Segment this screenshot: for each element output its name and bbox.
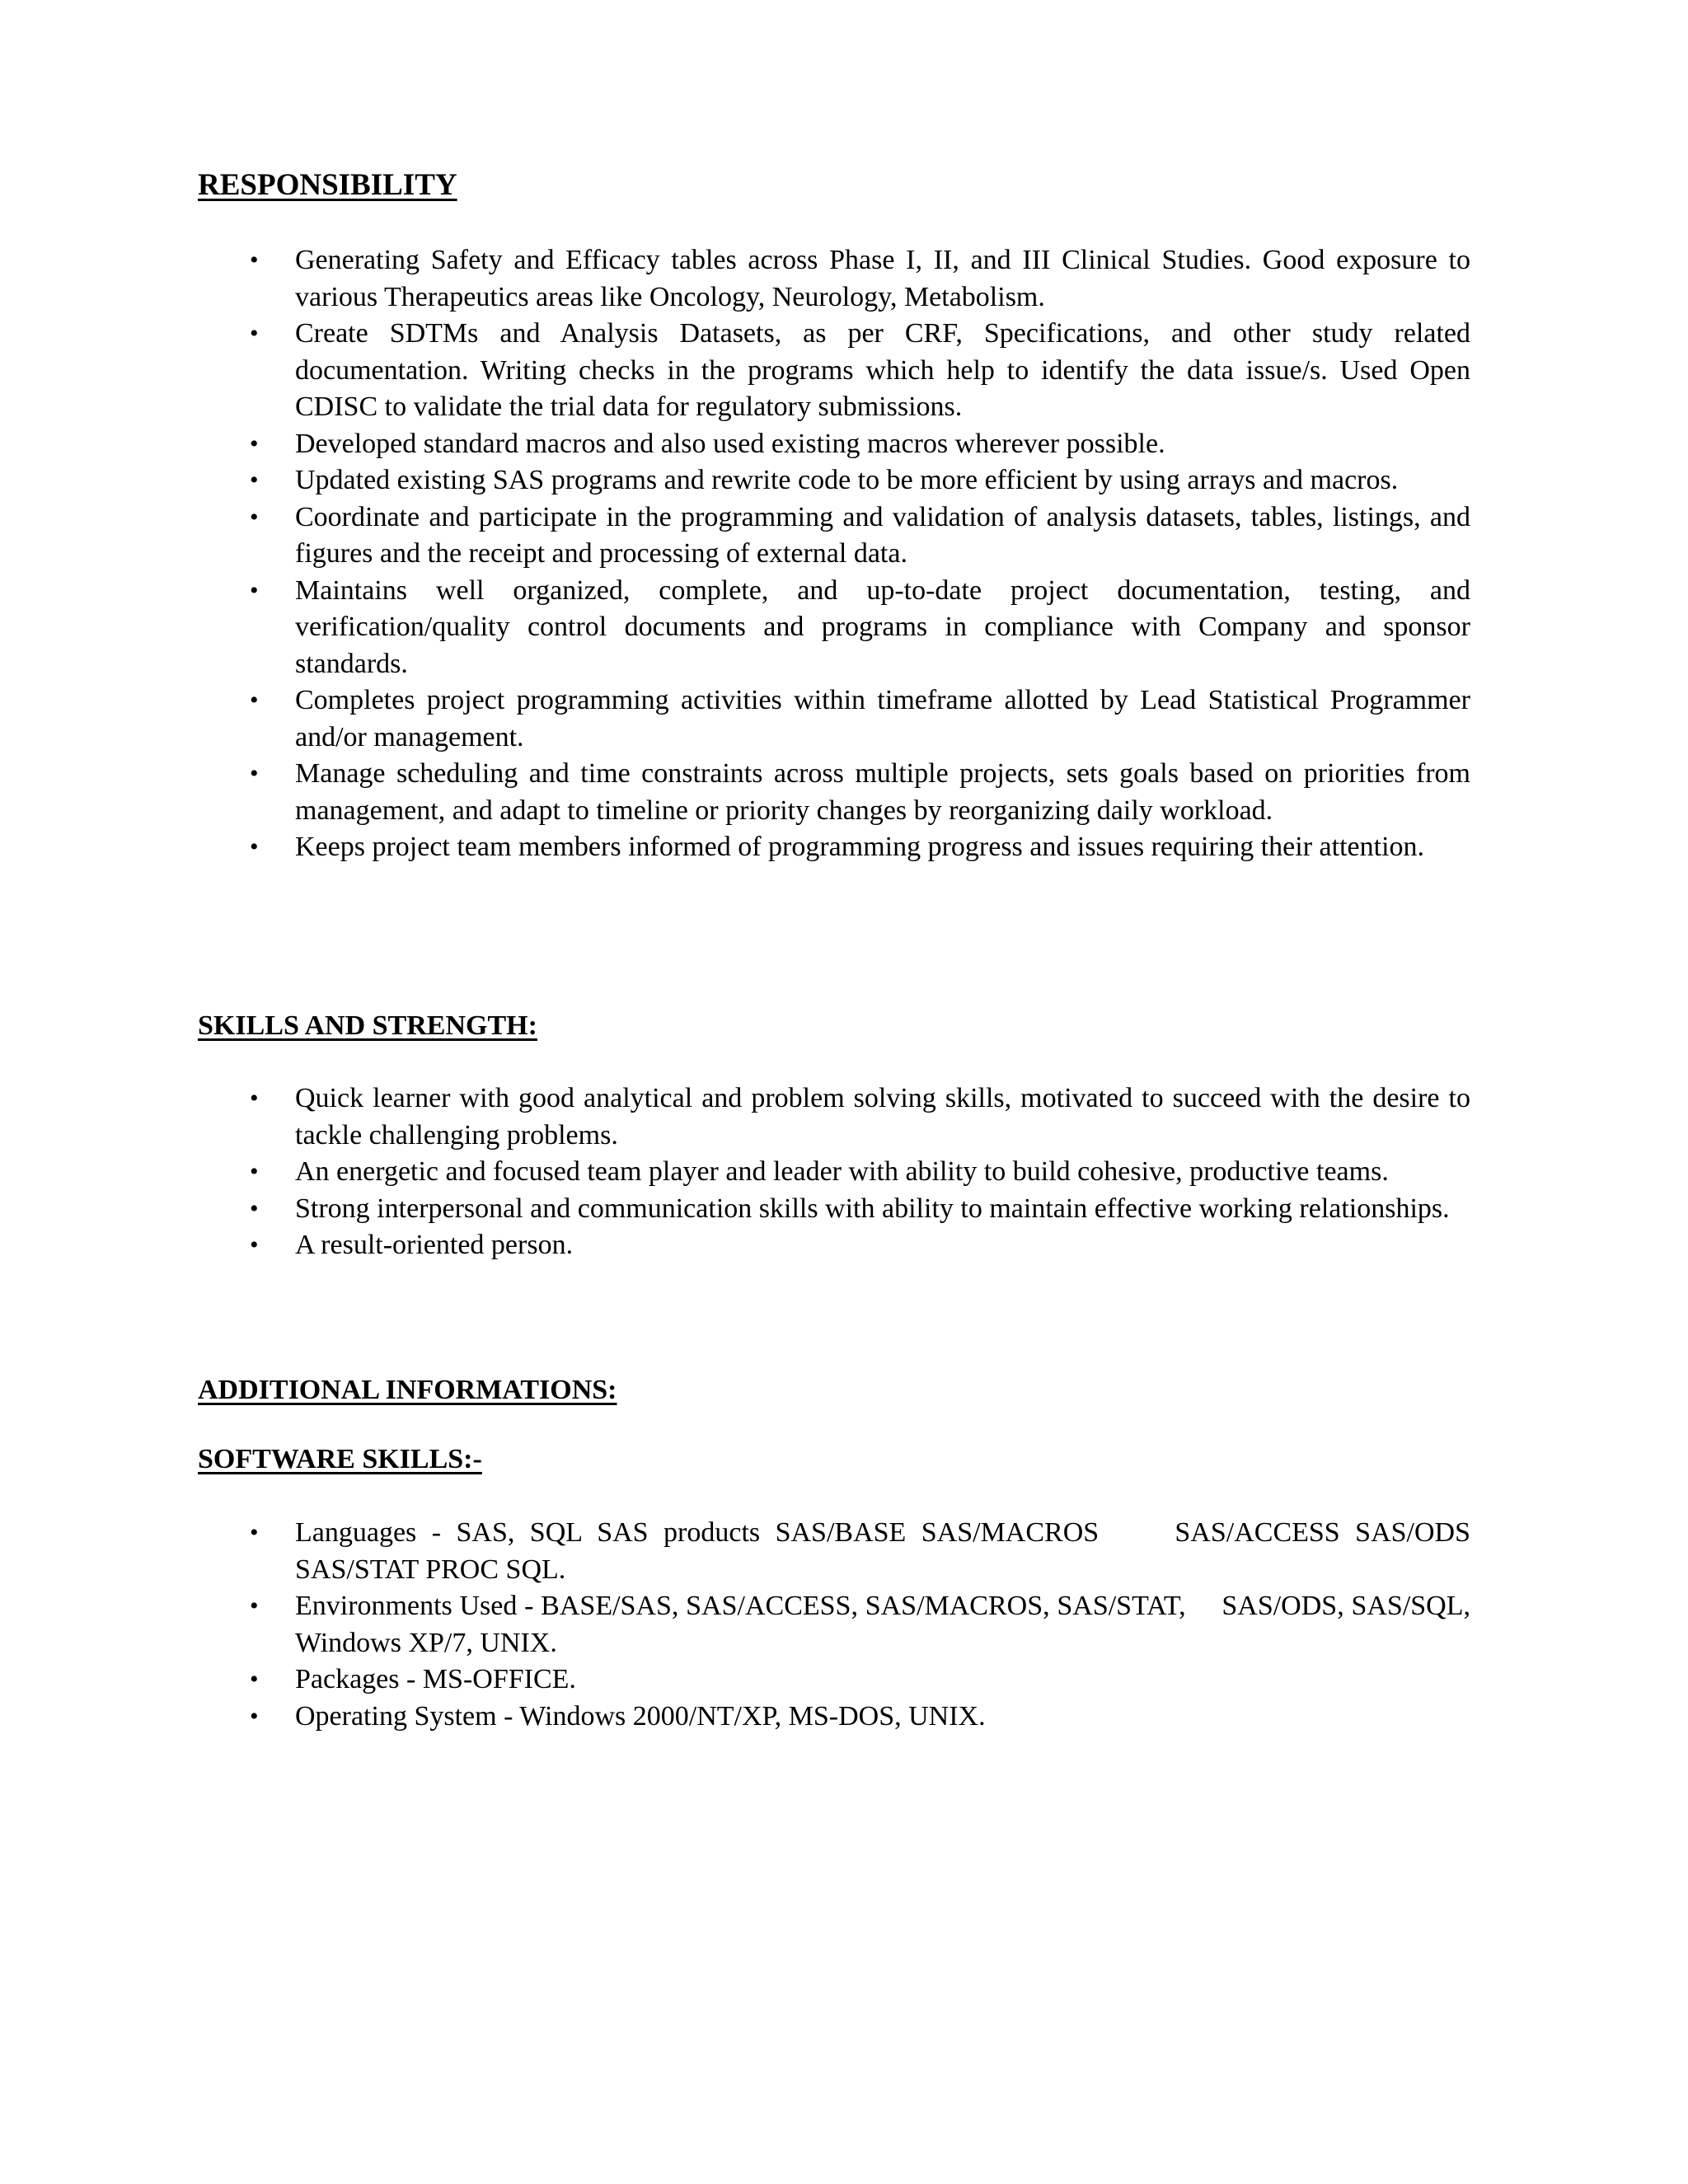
additional-information-heading: ADDITIONAL INFORMATIONS:	[198, 1375, 617, 1405]
software-skills-list	[198, 1515, 1478, 1735]
list-item: • Maintains well organized, complete, and up-to-date project documentation, testing, and verification/quality control documents and programs in compliance with Company and sponsor standards.	[198, 573, 1470, 683]
bullet-icon: •	[250, 760, 259, 787]
bullet-icon: •	[250, 687, 259, 714]
list-item: • Languages - SAS, SQL SAS products SAS/BASE SAS/MACROS SAS/ACCESS SAS/ODS SAS/STAT PROC SQL.	[198, 1515, 1470, 1588]
bullet-icon: •	[250, 503, 259, 531]
responsibility-heading: RESPONSIBILITY	[198, 168, 457, 202]
bullet-icon: •	[250, 1592, 259, 1619]
list-item: • Packages - MS-OFFICE.	[198, 1661, 1470, 1699]
bullet-icon: •	[250, 466, 259, 494]
bullet-icon: •	[250, 1231, 259, 1258]
bullet-icon: •	[250, 1194, 259, 1222]
bullet-icon: •	[250, 1519, 259, 1546]
skills-heading: SKILLS AND STRENGTH:	[198, 1010, 537, 1041]
list-item: • Developed standard macros and also used existing macros wherever possible.	[198, 426, 1470, 463]
bullet-icon: •	[250, 429, 259, 457]
bullet-icon: •	[250, 1666, 259, 1693]
list-item: • An energetic and focused team player and leader with ability to build cohesive, productive teams.	[198, 1154, 1470, 1191]
bullet-icon: •	[250, 246, 259, 274]
list-item: • Updated existing SAS programs and rewrite code to be more efficient by using arrays and macros.	[198, 462, 1470, 499]
bullet-icon: •	[250, 1158, 259, 1185]
list-item: • A result-oriented person.	[198, 1227, 1470, 1264]
bullet-icon: •	[250, 320, 259, 347]
bullet-icon: •	[250, 833, 259, 860]
bullet-icon: •	[250, 1085, 259, 1112]
list-item: • Quick learner with good analytical and problem solving skills, motivated to succeed with the desire to tackle challenging problems.	[198, 1080, 1470, 1154]
list-item: • Create SDTMs and Analysis Datasets, as per CRF, Specifications, and other study related documentation. Writing checks in the programs which help to identify the data issue/s. Used Open CDISC to validate the trial data for regulatory submissions.	[198, 316, 1470, 426]
skills-list	[198, 1080, 1470, 1264]
list-item: • Manage scheduling and time constraints across multiple projects, sets goals based on priorities from management, and adapt to timeline or priority changes by reorganizing daily workload.	[198, 756, 1470, 829]
list-item: • Completes project programming activities within timeframe allotted by Lead Statistical Programmer and/or management.	[198, 682, 1470, 756]
software-skills-heading: SOFTWARE SKILLS:-	[198, 1444, 482, 1474]
list-item: • Strong interpersonal and communication skills with ability to maintain effective working relationships.	[198, 1191, 1470, 1228]
list-item: • Keeps project team members informed of programming progress and issues requiring their attention.	[198, 829, 1470, 866]
list-item: • Generating Safety and Efficacy tables across Phase I, II, and III Clinical Studies. Good exposure to various Therapeutics areas like Oncology, Neurology, Metabolism.	[198, 242, 1470, 316]
responsibility-list	[198, 242, 1470, 866]
bullet-icon: •	[250, 576, 259, 604]
list-item: • Coordinate and participate in the programming and validation of analysis datasets, tables, listings, and figures and the receipt and processing of external data.	[198, 499, 1470, 573]
bullet-icon: •	[250, 1702, 259, 1730]
list-item: • Operating System - Windows 2000/NT/XP, MS-DOS, UNIX.	[198, 1699, 1470, 1736]
list-item: • Environments Used - BASE/SAS, SAS/ACCESS, SAS/MACROS, SAS/STAT, SAS/ODS, SAS/SQL, Windows XP/7, UNIX.	[198, 1588, 1470, 1661]
